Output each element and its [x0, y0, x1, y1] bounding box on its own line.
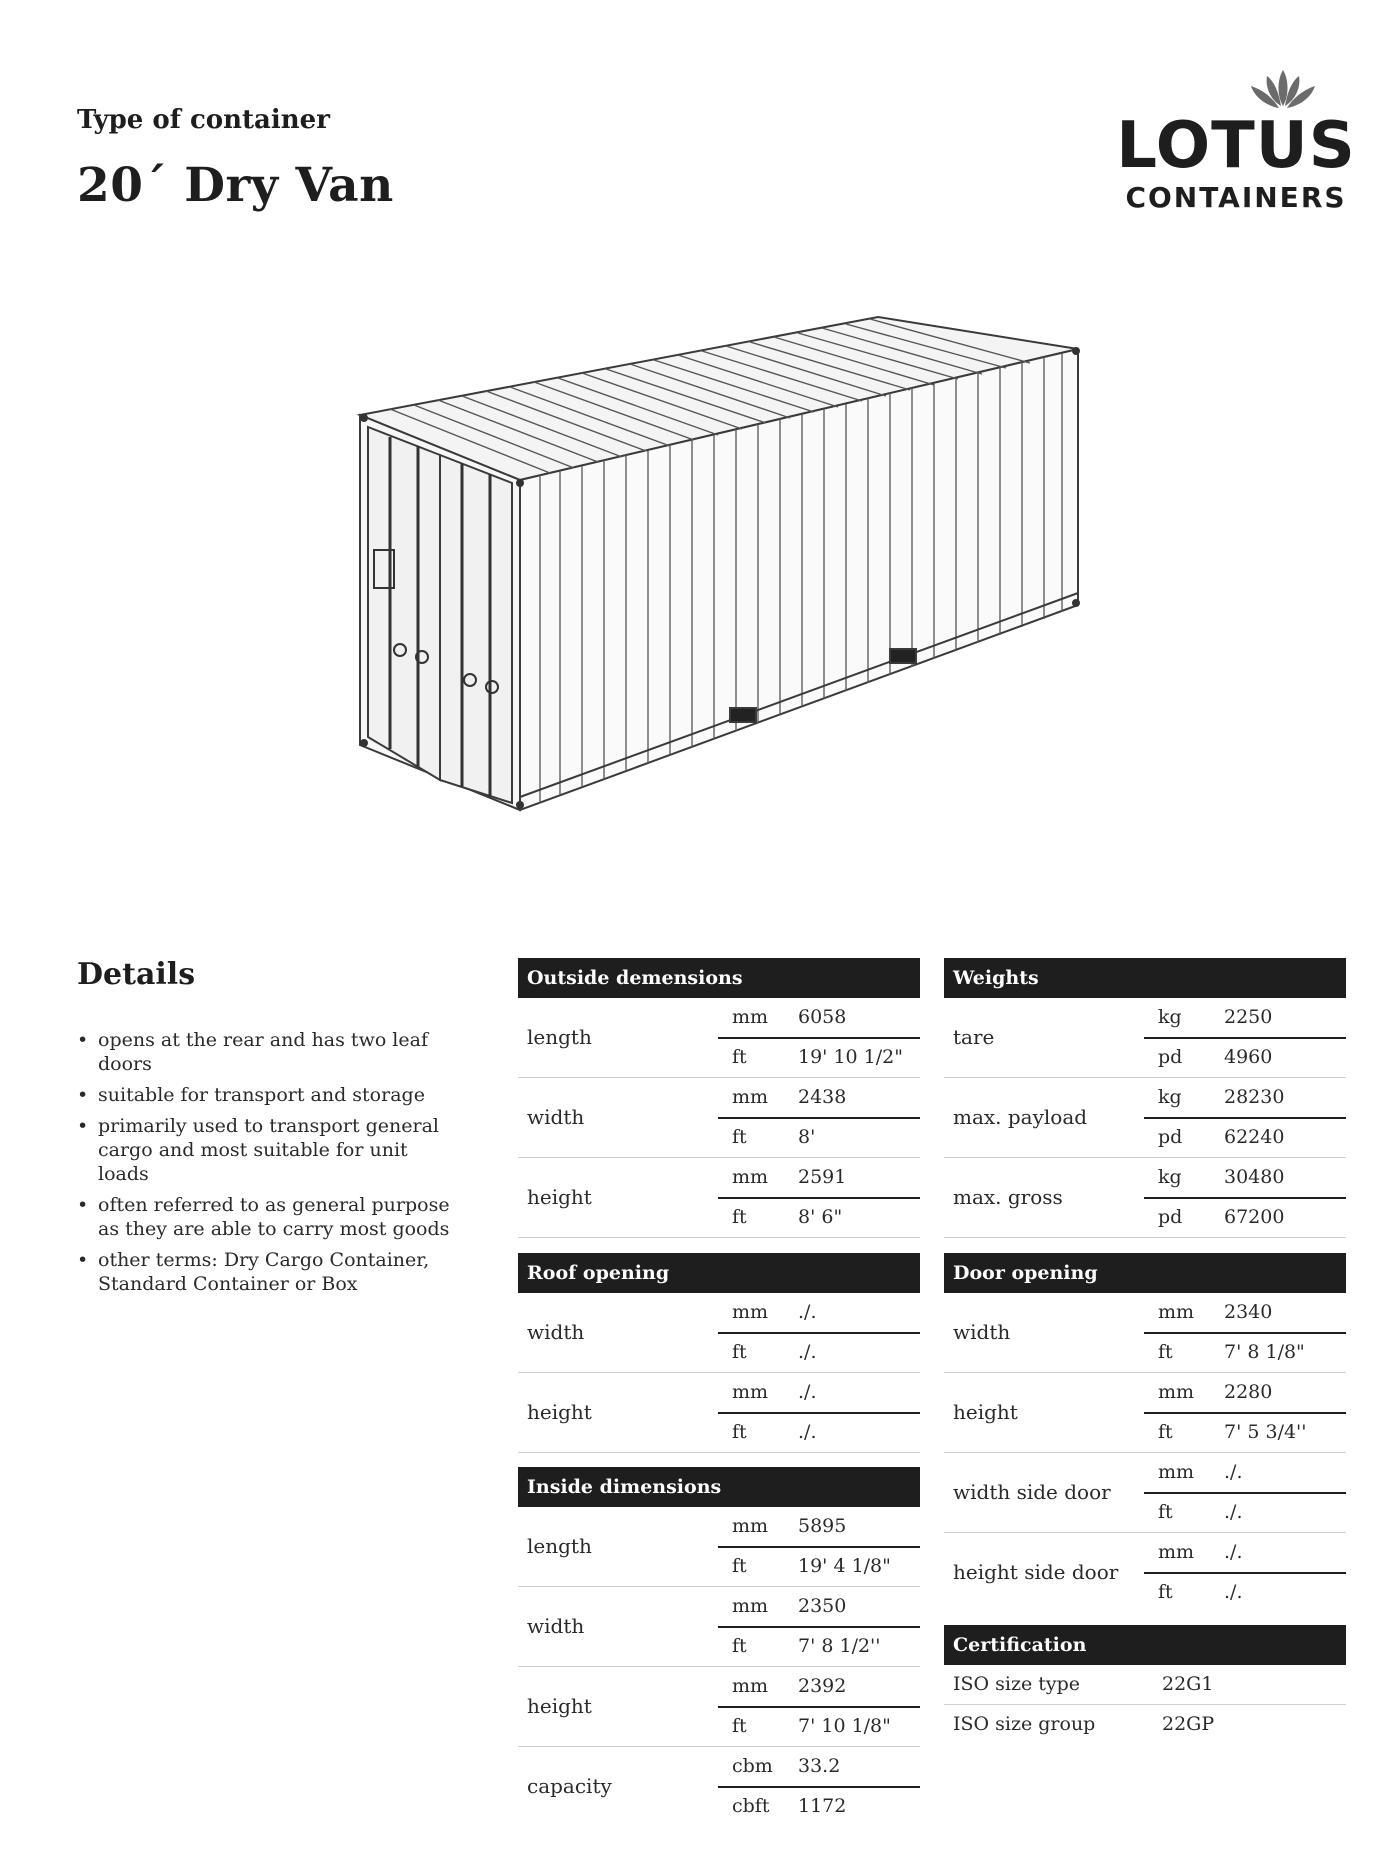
section-header: Weights [944, 958, 1346, 998]
value: 8' 6" [798, 1206, 843, 1228]
row-label: capacity [527, 1774, 612, 1798]
table-row [944, 1078, 1346, 1158]
page-title: 20´ Dry Van [77, 158, 394, 213]
shipping-container-illustration [350, 305, 1090, 829]
row-label: width [953, 1320, 1011, 1344]
value: ./. [1224, 1501, 1243, 1523]
unit: ft [732, 1126, 747, 1148]
unit: mm [1158, 1461, 1195, 1483]
unit: pd [1158, 1206, 1183, 1228]
table-row [518, 1293, 920, 1373]
row-label: width side door [953, 1480, 1111, 1504]
value: ./. [798, 1301, 817, 1323]
unit: mm [732, 1086, 769, 1108]
table-row [518, 1373, 920, 1453]
value: 7' 8 1/8" [1224, 1341, 1305, 1363]
value: 2438 [798, 1086, 847, 1108]
table-row [518, 1587, 920, 1667]
inside-dimensions-table [518, 1467, 920, 1826]
row-label: width [527, 1614, 585, 1638]
list-item: • other terms: Dry Cargo Container, Standard Container or Box [77, 1248, 457, 1296]
details-heading: Details [77, 957, 196, 992]
section-header: Roof opening [518, 1253, 920, 1293]
value: 22GP [1162, 1713, 1215, 1735]
logo-wordmark: LOTUS [1116, 109, 1356, 183]
row-label: length [527, 1025, 592, 1049]
row-label: ISO size type [953, 1673, 1081, 1695]
value: 2250 [1224, 1006, 1273, 1028]
row-label: width [527, 1320, 585, 1344]
row-label: tare [953, 1025, 995, 1049]
table-row [944, 1158, 1346, 1238]
unit: mm [1158, 1301, 1195, 1323]
table-row [518, 1507, 920, 1587]
value: 7' 8 1/2'' [798, 1635, 881, 1657]
table-row [518, 998, 920, 1078]
table-row [944, 1533, 1346, 1612]
weights-table [944, 958, 1346, 1238]
outside-dimensions-table [518, 958, 920, 1238]
value: 62240 [1224, 1126, 1285, 1148]
value: 8' [798, 1126, 816, 1148]
value: ./. [1224, 1541, 1243, 1563]
value: ./. [1224, 1581, 1243, 1603]
unit: kg [1158, 1006, 1182, 1028]
certification-table [944, 1625, 1346, 1744]
table-row [944, 1705, 1346, 1744]
unit: cbft [732, 1795, 770, 1817]
unit: mm [732, 1675, 769, 1697]
table-row [944, 1453, 1346, 1533]
unit: mm [1158, 1381, 1195, 1403]
table-row [944, 1373, 1346, 1453]
value: 67200 [1224, 1206, 1285, 1228]
value: ./. [798, 1341, 817, 1363]
unit: pd [1158, 1126, 1183, 1148]
unit: mm [732, 1301, 769, 1323]
roof-opening-table [518, 1253, 920, 1453]
list-item: • primarily used to transport general cargo and most suitable for unit loads [77, 1114, 457, 1186]
unit: mm [732, 1006, 769, 1028]
row-label: height [527, 1694, 592, 1718]
value: 2392 [798, 1675, 847, 1697]
unit: mm [732, 1166, 769, 1188]
value: 28230 [1224, 1086, 1285, 1108]
unit: ft [732, 1206, 747, 1228]
unit: ft [1158, 1341, 1173, 1363]
table-row [518, 1747, 920, 1826]
details-list [77, 1028, 457, 1303]
table-row [518, 1667, 920, 1747]
value: 2591 [798, 1166, 847, 1188]
value: 6058 [798, 1006, 847, 1028]
row-label: height side door [953, 1560, 1119, 1584]
table-row [944, 1293, 1346, 1373]
list-item: • often referred to as general purpose as they are able to carry most goods [77, 1193, 457, 1241]
value: 2340 [1224, 1301, 1273, 1323]
value: 33.2 [798, 1755, 841, 1777]
value: 30480 [1224, 1166, 1285, 1188]
value: 19' 10 1/2" [798, 1046, 903, 1068]
unit: mm [732, 1595, 769, 1617]
row-label: height [953, 1400, 1018, 1424]
row-label: length [527, 1534, 592, 1558]
unit: mm [732, 1515, 769, 1537]
row-label: height [527, 1185, 592, 1209]
unit: ft [732, 1555, 747, 1577]
unit: ft [1158, 1421, 1173, 1443]
value: 19' 4 1/8" [798, 1555, 891, 1577]
unit: ft [732, 1421, 747, 1443]
unit: mm [732, 1381, 769, 1403]
table-row [518, 1158, 920, 1238]
row-label: max. gross [953, 1185, 1063, 1209]
page-subtitle: Type of container [77, 105, 330, 135]
list-item: • suitable for transport and storage [77, 1083, 457, 1107]
section-header: Door opening [944, 1253, 1346, 1293]
table-row [944, 1665, 1346, 1705]
value: 1172 [798, 1795, 847, 1817]
unit: kg [1158, 1166, 1182, 1188]
value: 22G1 [1162, 1673, 1214, 1695]
value: 4960 [1224, 1046, 1273, 1068]
section-header: Outside demensions [518, 958, 920, 998]
section-header: Certification [944, 1625, 1346, 1665]
door-opening-table [944, 1253, 1346, 1612]
unit: mm [1158, 1541, 1195, 1563]
unit: ft [732, 1341, 747, 1363]
row-label: width [527, 1105, 585, 1129]
value: ./. [798, 1381, 817, 1403]
value: ./. [1224, 1461, 1243, 1483]
logo-subline: CONTAINERS [1125, 181, 1347, 214]
unit: kg [1158, 1086, 1182, 1108]
value: 5895 [798, 1515, 847, 1537]
value: ./. [798, 1421, 817, 1443]
unit: ft [1158, 1581, 1173, 1603]
table-row [518, 1078, 920, 1158]
unit: ft [732, 1635, 747, 1657]
value: 2350 [798, 1595, 847, 1617]
value: 7' 5 3/4'' [1224, 1421, 1307, 1443]
value: 2280 [1224, 1381, 1273, 1403]
section-header: Inside dimensions [518, 1467, 920, 1507]
table-row [944, 998, 1346, 1078]
row-label: height [527, 1400, 592, 1424]
brand-logo [1105, 68, 1365, 228]
row-label: max. payload [953, 1105, 1088, 1129]
list-item: • opens at the rear and has two leaf doors [77, 1028, 457, 1076]
unit: cbm [732, 1755, 773, 1777]
unit: ft [732, 1046, 747, 1068]
unit: ft [732, 1715, 747, 1737]
row-label: ISO size group [953, 1713, 1096, 1735]
unit: ft [1158, 1501, 1173, 1523]
value: 7' 10 1/8" [798, 1715, 891, 1737]
unit: pd [1158, 1046, 1183, 1068]
